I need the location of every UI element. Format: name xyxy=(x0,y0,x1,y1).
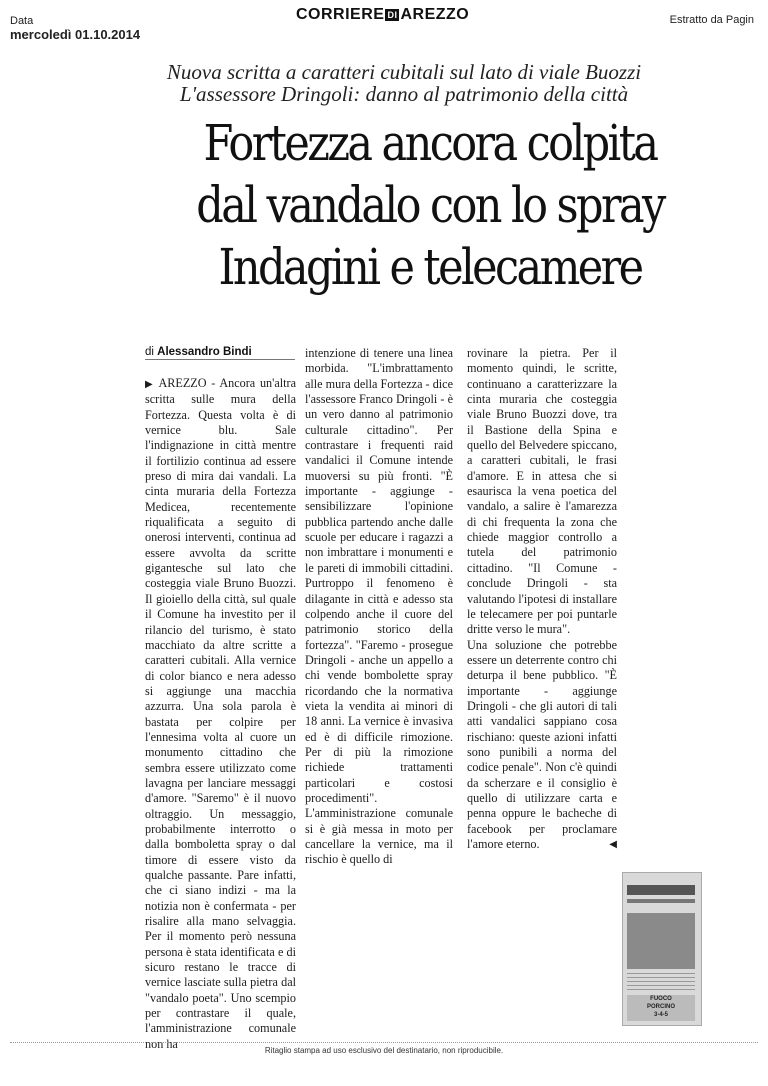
thumbnail-ad-line-3: 3-4-5 xyxy=(653,1012,668,1018)
masthead-post: AREZZO xyxy=(400,6,470,23)
end-arrow-icon: ◀ xyxy=(609,839,617,850)
article-column-1 xyxy=(145,376,296,1052)
column-3-text-2: Una soluzione che potrebbe essere un deterrente contro chi deturpa il bene pubblico. "È importante - aggiunge Dringoli - che gli autori di tali atti vandalici sappiano cosa rischiano: queste azioni infatti sono punibili a norma del codice penale". Non c'è quindi da scherzare e il consiglio è quello di utilizzare carta e penna oppure le bacheche di facebook per proclamare l'amore eterno. xyxy=(467,637,617,851)
date-block xyxy=(10,14,140,42)
thumbnail-photo xyxy=(627,913,695,969)
headline-line-3: Indagini e telecamere xyxy=(218,238,642,296)
thumbnail-ad-line-1: FUOCO xyxy=(650,996,672,1002)
column-2-text: intenzione di tenere una linea morbida. "L'imbrattamento alle mura della Fortezza - dice l'assessore Franco Dringoli - è un vero danno al patrimonio culturale cittadino". Per contrastare i frequenti raid vandalici il Comune intende muoversi su più fronti. "È importante - aggiunge - sensibilizzare l'opinione pubblica partendo anche dalle scuole per educare i ragazzi a non imbrattare i monumenti e le pareti di immobili cittadini. Purtroppo il fenomeno è dilagante in città e adesso sta colpendo anche il cuore del patrimonio storico della fortezza". "Faremo - prosegue Dringoli - anche un appello a chi vende bombolette spray ricordando che la normativa vieta la vendita ai minori di 18 anni. La vernice è invasiva ed è di difficile rimozione. Per di più la rimozione richiede trattamenti particolari e costosi procedimenti". L'amministrazione comunale si è già messa in moto per cancellare la vernice, ma il rischio è quello di xyxy=(305,346,453,867)
footer-notice: Ritaglio stampa ad uso esclusivo del destinatario, non riproducibile. xyxy=(264,1046,504,1055)
headline-line-2: dal vandalo con lo spray xyxy=(196,176,664,234)
thumbnail-ad xyxy=(627,995,695,1021)
thumbnail-text-lines xyxy=(627,973,695,993)
date-label: Data xyxy=(10,15,34,27)
date-value: mercoledì 01.10.2014 xyxy=(10,27,141,42)
article-column-3 xyxy=(467,346,617,852)
start-arrow-icon: ▶ xyxy=(145,379,155,390)
footer-divider xyxy=(10,1042,758,1043)
masthead-di: DI xyxy=(387,9,398,20)
kicker-line-1: Nuova scritta a caratteri cubitali sul lato di viale Buozzi xyxy=(166,60,642,84)
masthead-logo xyxy=(296,6,470,24)
headline-line-1: Fortezza ancora colpita xyxy=(203,114,657,172)
column-3-text-1: rovinare la pietra. Per il momento quindi, le scritte, continuano a caratterizzare la cinta muraria che costeggia viale Bruno Buozzi dove, tra il Bastione della Spina e quello del Belvedere spiccano, a caratteri cubitali, le frasi d'amore. E in attesa che si esaurisca la vena poetica del vandalo, a salire è l'amarezza di chi frequenta la zona che chiede maggior controllo a tutela del patrimonio cittadino. "Il Comune - conclude Dringoli - sta valutando l'ipotesi di installare le telecamere per poi puntarle dritte verso le mura". xyxy=(467,346,617,637)
column-1-text: AREZZO - Ancora un'altra scritta sulle mura della Fortezza. Questa volta è di vernice blu. Sale l'indignazione in città mentre il fortilizio continua ad essere preso di mira dai vandali. La cinta muraria della Fortezza Medicea, recentemente riqualificata a seguito di onerosi interventi, continua ad essere avvolta da scritte gigantesche sul lato che costeggia viale Bruno Buozzi. Il gioiello della città, sul quale il Comune ha investito per il rilancio del turismo, è stato macchiato da altre scritte a caratteri cubitali. Alla vernice di color bianco e nera adesso si aggiunge una macchia azzurra. Una sola parola è bastata per colpire per l'ennesima volta al cuore un monumento cittadino che sembra essere utilizzato come lavagna per lanciare messaggi d'amore. "Saremo" è il nuovo oltraggio. Un messaggio, probabilmente interrotto o dalla bomboletta spray o dal timore di essere visto da qualche passante. Pare infatti, che ci siano indizi - ma la notizia non è confermata - per risalire alla mano selvaggia. Per il momento però nessuna persona è stata identificata e di sicuro restano le tracce di vernice lasciate sulla pietra dal "vandalo poeta". Uno scempio per contrastare il quale, l'amministrazione comunale non ha xyxy=(145,376,296,1051)
byline-author: Alessandro Bindi xyxy=(157,346,252,358)
kicker-line-2: L'assessore Dringoli: danno al patrimonio della città xyxy=(179,82,629,106)
thumbnail-ad-line-2: PORCINO xyxy=(646,1004,675,1010)
byline-prefix: di xyxy=(145,346,154,358)
page-thumbnail xyxy=(622,872,702,1026)
article-column-2 xyxy=(305,346,453,868)
thumbnail-subtitle-bar xyxy=(627,899,695,903)
byline xyxy=(145,346,295,360)
masthead-pre: CORRIERE xyxy=(296,6,385,23)
extract-label: Estratto da Pagin xyxy=(669,14,754,26)
thumbnail-title-bar xyxy=(627,885,695,895)
